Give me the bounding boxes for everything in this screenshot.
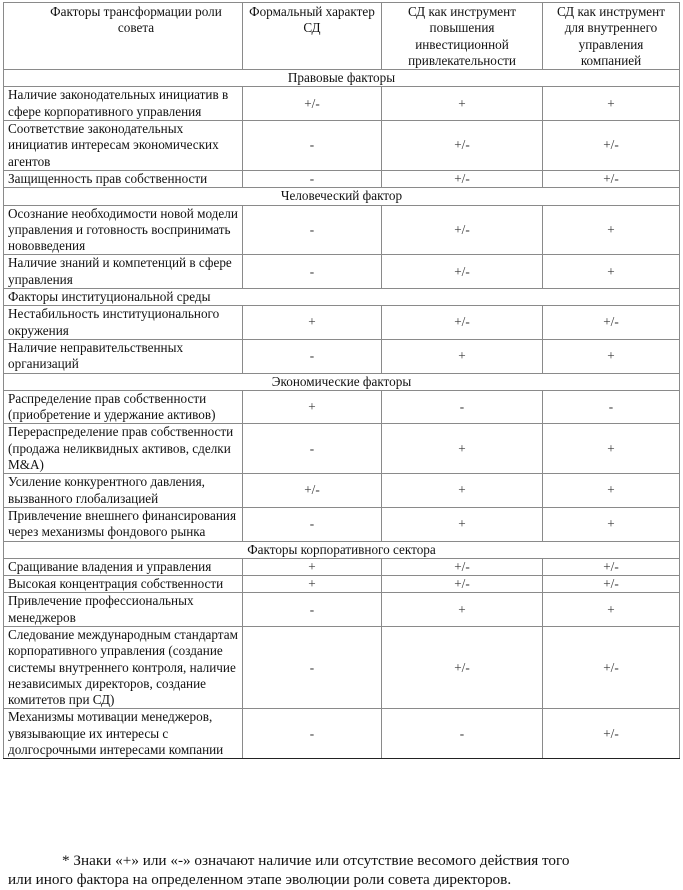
value-internal: +/- <box>543 558 680 575</box>
factor-cell: Привлечение внешнего финансирования через механизмы фондового рынка <box>4 507 243 541</box>
factor-cell: Защищенность прав собственности <box>4 170 243 187</box>
value-internal: - <box>543 390 680 424</box>
value-investment: +/- <box>382 558 543 575</box>
value-formal: - <box>243 507 382 541</box>
value-internal: +/- <box>543 576 680 593</box>
table-row <box>4 306 680 340</box>
section-row <box>4 188 680 205</box>
header-factors: Факторы трансформации роли совета <box>4 3 243 70</box>
section-row <box>4 541 680 558</box>
value-formal: - <box>243 593 382 627</box>
value-internal: + <box>543 593 680 627</box>
value-investment: + <box>382 424 543 474</box>
factor-cell: Усиление конкурентного давления, вызванного глобализацией <box>4 474 243 508</box>
value-investment: +/- <box>382 170 543 187</box>
value-investment: +/- <box>382 121 543 171</box>
header-investment: СД как инструмент повышения инвестиционной привлекательности <box>382 3 543 70</box>
factor-cell: Соответствие законодательных инициатив интересам экономических агентов <box>4 121 243 171</box>
table-row <box>4 576 680 593</box>
value-formal: - <box>243 205 382 255</box>
value-formal: - <box>243 255 382 289</box>
value-internal: + <box>543 474 680 508</box>
value-internal: + <box>543 507 680 541</box>
table-row <box>4 339 680 373</box>
table-row <box>4 170 680 187</box>
table-row <box>4 709 680 759</box>
value-investment: - <box>382 390 543 424</box>
value-formal: + <box>243 576 382 593</box>
value-formal: - <box>243 121 382 171</box>
section-row <box>4 70 680 87</box>
value-formal: - <box>243 339 382 373</box>
value-internal: +/- <box>543 709 680 759</box>
factor-cell: Наличие знаний и компетенций в сфере управления <box>4 255 243 289</box>
value-investment: + <box>382 474 543 508</box>
value-internal: + <box>543 87 680 121</box>
table-row <box>4 390 680 424</box>
value-formal: +/- <box>243 87 382 121</box>
section-title: Экономические факторы <box>4 373 680 390</box>
table-body <box>4 70 680 759</box>
factor-cell: Наличие законодательных инициатив в сфере корпоративного управления <box>4 87 243 121</box>
table-row <box>4 558 680 575</box>
value-formal: - <box>243 709 382 759</box>
section-title: Факторы корпоративного сектора <box>4 541 680 558</box>
footnote-line-1: * Знаки «+» или «-» означают наличие или отсутствие весомого действия того <box>62 852 570 869</box>
factor-cell: Перераспределение прав собственности (продажа неликвидных активов, сделки M&A) <box>4 424 243 474</box>
factor-cell: Механизмы мотивации менеджеров, увязывающие их интересы с долгосрочными интересами компании <box>4 709 243 759</box>
value-internal: +/- <box>543 306 680 340</box>
factor-cell: Высокая концентрация собственности <box>4 576 243 593</box>
value-formal: - <box>243 170 382 187</box>
table-row <box>4 87 680 121</box>
value-internal: +/- <box>543 121 680 171</box>
value-investment: - <box>382 709 543 759</box>
factor-cell: Следование международным стандартам корпоративного управления (создание системы внутреннего контроля, наличие независимых директоров, создание комитетов при СД) <box>4 626 243 708</box>
value-investment: + <box>382 87 543 121</box>
header-row <box>4 3 680 70</box>
factor-cell: Привлечение профессиональных менеджеров <box>4 593 243 627</box>
footnote <box>8 851 678 889</box>
table-row <box>4 593 680 627</box>
table-row <box>4 255 680 289</box>
value-investment: + <box>382 593 543 627</box>
value-investment: +/- <box>382 306 543 340</box>
section-title: Факторы институциональной среды <box>4 289 680 306</box>
footnote-line-2: или иного фактора на определенном этапе эволюции роли совета директоров. <box>8 871 512 888</box>
table-row <box>4 626 680 708</box>
value-investment: + <box>382 507 543 541</box>
value-internal: + <box>543 424 680 474</box>
table-row <box>4 474 680 508</box>
value-formal: - <box>243 424 382 474</box>
value-internal: + <box>543 205 680 255</box>
section-title: Правовые факторы <box>4 70 680 87</box>
value-investment: +/- <box>382 576 543 593</box>
table-row <box>4 424 680 474</box>
header-formal: Формальный характер СД <box>243 3 382 70</box>
value-investment: +/- <box>382 626 543 708</box>
value-investment: +/- <box>382 255 543 289</box>
value-internal: + <box>543 255 680 289</box>
value-formal: +/- <box>243 474 382 508</box>
factor-cell: Наличие неправительственных организаций <box>4 339 243 373</box>
value-formal: + <box>243 306 382 340</box>
factor-cell: Сращивание владения и управления <box>4 558 243 575</box>
table-row <box>4 121 680 171</box>
table-row <box>4 507 680 541</box>
value-formal: + <box>243 390 382 424</box>
section-row <box>4 373 680 390</box>
table-row <box>4 205 680 255</box>
header-internal: СД как инструмент для внутреннего управления компанией <box>543 3 680 70</box>
value-internal: +/- <box>543 170 680 187</box>
factor-cell: Осознание необходимости новой модели управления и готовность воспринимать нововведения <box>4 205 243 255</box>
value-formal: - <box>243 626 382 708</box>
factors-table <box>3 2 680 759</box>
factor-cell: Распределение прав собственности (приобретение и удержание активов) <box>4 390 243 424</box>
value-formal: + <box>243 558 382 575</box>
value-investment: +/- <box>382 205 543 255</box>
value-internal: + <box>543 339 680 373</box>
value-investment: + <box>382 339 543 373</box>
section-title: Человеческий фактор <box>4 188 680 205</box>
value-internal: +/- <box>543 626 680 708</box>
factor-cell: Нестабильность институционального окружения <box>4 306 243 340</box>
section-row <box>4 289 680 306</box>
